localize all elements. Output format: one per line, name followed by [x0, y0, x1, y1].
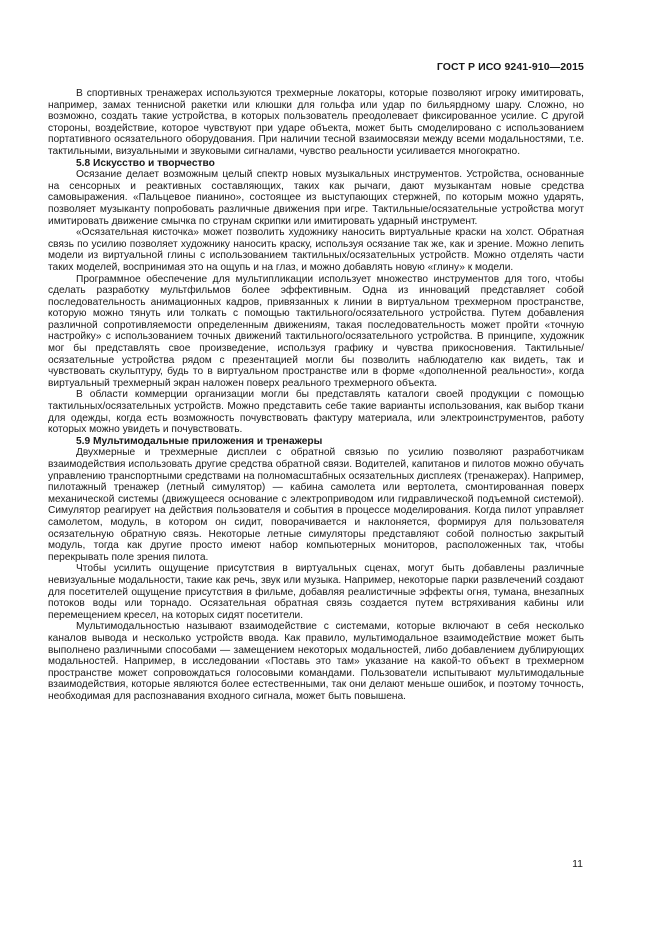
page-number: 11: [572, 858, 583, 870]
paragraph: Мультимодальностью называют взаимодействие с системами, которые включают в себя несколько каналов вывода и несколько устройств ввода. Как правило, мультимодальное взаимодействие может быть выполнено различными способами — замещением некоторых модальностей, либо добавлением дублирующих модальностей. Например, в исследовании «Поставь это там» указание на какой-то объект в трехмерном пространстве может сопровождаться голосовыми командами. Пользователи испытывают мультимодальные взаимодействия, которые являются более естественными, так они делают меньше ошибок, и поэтому точность, необходимая для распознавания входного сигнала, может быть повышена.: [48, 621, 584, 702]
paragraph: Осязание делает возможным целый спектр новых музыкальных инструментов. Устройства, основанные на сенсорных и реактивных составляющих, таких как рычаги, дают музыкантам новые средства самовыражения. «Пальцевое пианино», состоящее из выступающих стержней, по которым можно ударять, позволяет музыканту попробовать различные движения при игре. Тактильные/осязательные устройства могут имитировать движение смычка по струнам скрипки или имитировать ударный инструмент.: [48, 169, 584, 227]
section-heading: 5.8 Искусство и творчество: [76, 157, 215, 169]
document-header: ГОСТ Р ИСО 9241-910—2015: [436, 61, 584, 73]
paragraph: Двухмерные и трехмерные дисплеи с обратной связью по усилию позволяют разработчикам взаимодействия использовать другие средства обратной связи. Водителей, капитанов и пилотов можно обучать управлению транспортными средствами на полномасштабных осязательных дисплеях (тренажерах). Например, пилотажный тренажер (летный симулятор) — кабина самолета или вертолета, смонтированная поверх механической системы (движущееся основание с электроприводом или гидравлической подъемной системой). Симулятор реагирует на действия пользователя и события в процессе моделирования. Когда пилот управляет самолетом, модуль, в котором он сидит, поворачивается и наклоняется, формируя для пользователя осязательную обратную связь. Некоторые летные симуляторы представляют собой полностью закрытый модуль, тогда как другие просто имеют набор компьютерных мониторов, расположенных так, чтобы перекрывать поле зрения пилота.: [48, 447, 584, 563]
paragraph: В спортивных тренажерах используются трехмерные локаторы, которые позволяют игроку имитировать, например, замах теннисной ракетки или клюшки для гольфа или удар по бильярдному шару. Сложно, но возможно, создать такие устройства, в которых пользователь преодолевает фиксированное усилие. С другой стороны, воздействие, которое чувствуют при ударе объекта, может быть смоделировано с использованием портативного осязательного оборудования. При наличии тесной взаимосвязи между всеми модальностями, т.е. тактильными, визуальными и звуковыми сигналами, чувство реальности усиливается многократно.: [48, 88, 584, 157]
paragraph: В области коммерции организации могли бы представлять каталоги своей продукции с помощью тактильных/осязательных устройств. Можно представить себе такие варианты использования, как выбор ткани для одежды, когда есть возможность почувствовать фактуру материала, или электроинструментов, работу которых можно увидеть и почувствовать.: [48, 389, 584, 436]
section-heading: 5.9 Мультимодальные приложения и тренажеры: [76, 435, 323, 447]
document-body: [48, 88, 584, 702]
paragraph: Программное обеспечение для мультипликации использует множество инструментов для того, чтобы сделать разработку мультфильмов более эффективным. Одна из инноваций представляет собой последовательность анимационных кадров, привязанных к линии в виртуальном трехмерном пространстве, которую можно тянуть или толкать с помощью тактильного/осязательного устройства. Путем добавления различной сопротивляемости определенным движениям, такая последовательность может пройти «точную настройку» с использованием точных движений тактильного/осязательного устройства. В принципе, художник мог бы представлять свое произведение, используя графику и чувства прикосновения. Тактильные/осязательные устройства рядом с презентацией могли бы позволить наблюдателю как видеть, так и чувствовать скульптуру, будь то в виртуальном пространстве или в форме «дополненной реальности», когда виртуальный трехмерный экран наложен поверх реального трехмерного объекта.: [48, 273, 584, 389]
paragraph: Чтобы усилить ощущение присутствия в виртуальных сценах, могут быть добавлены различные невизуальные модальности, такие как речь, звук или музыка. Например, некоторые парки развлечений создают для посетителей ощущение присутствия в фильме, добавляя реалистичные эффекты огня, тумана, внезапных потоков воды или торнадо. Осязательная обратная связь создается путем встряхивания кабины или перемещением кресел, на которых сидят посетители.: [48, 563, 584, 621]
paragraph: «Осязательная кисточка» может позволить художнику наносить виртуальные краски на холст. Обратная связь по усилию позволяет художнику наносить краску, используя осязание так же, как и зрение. Можно лепить модели из виртуальной глины с использованием тактильных/осязательных устройств. Можно отделять части таких моделей, воспринимая это на ощупь и на глаз, и можно добавлять новую «глину» к модели.: [48, 227, 584, 273]
